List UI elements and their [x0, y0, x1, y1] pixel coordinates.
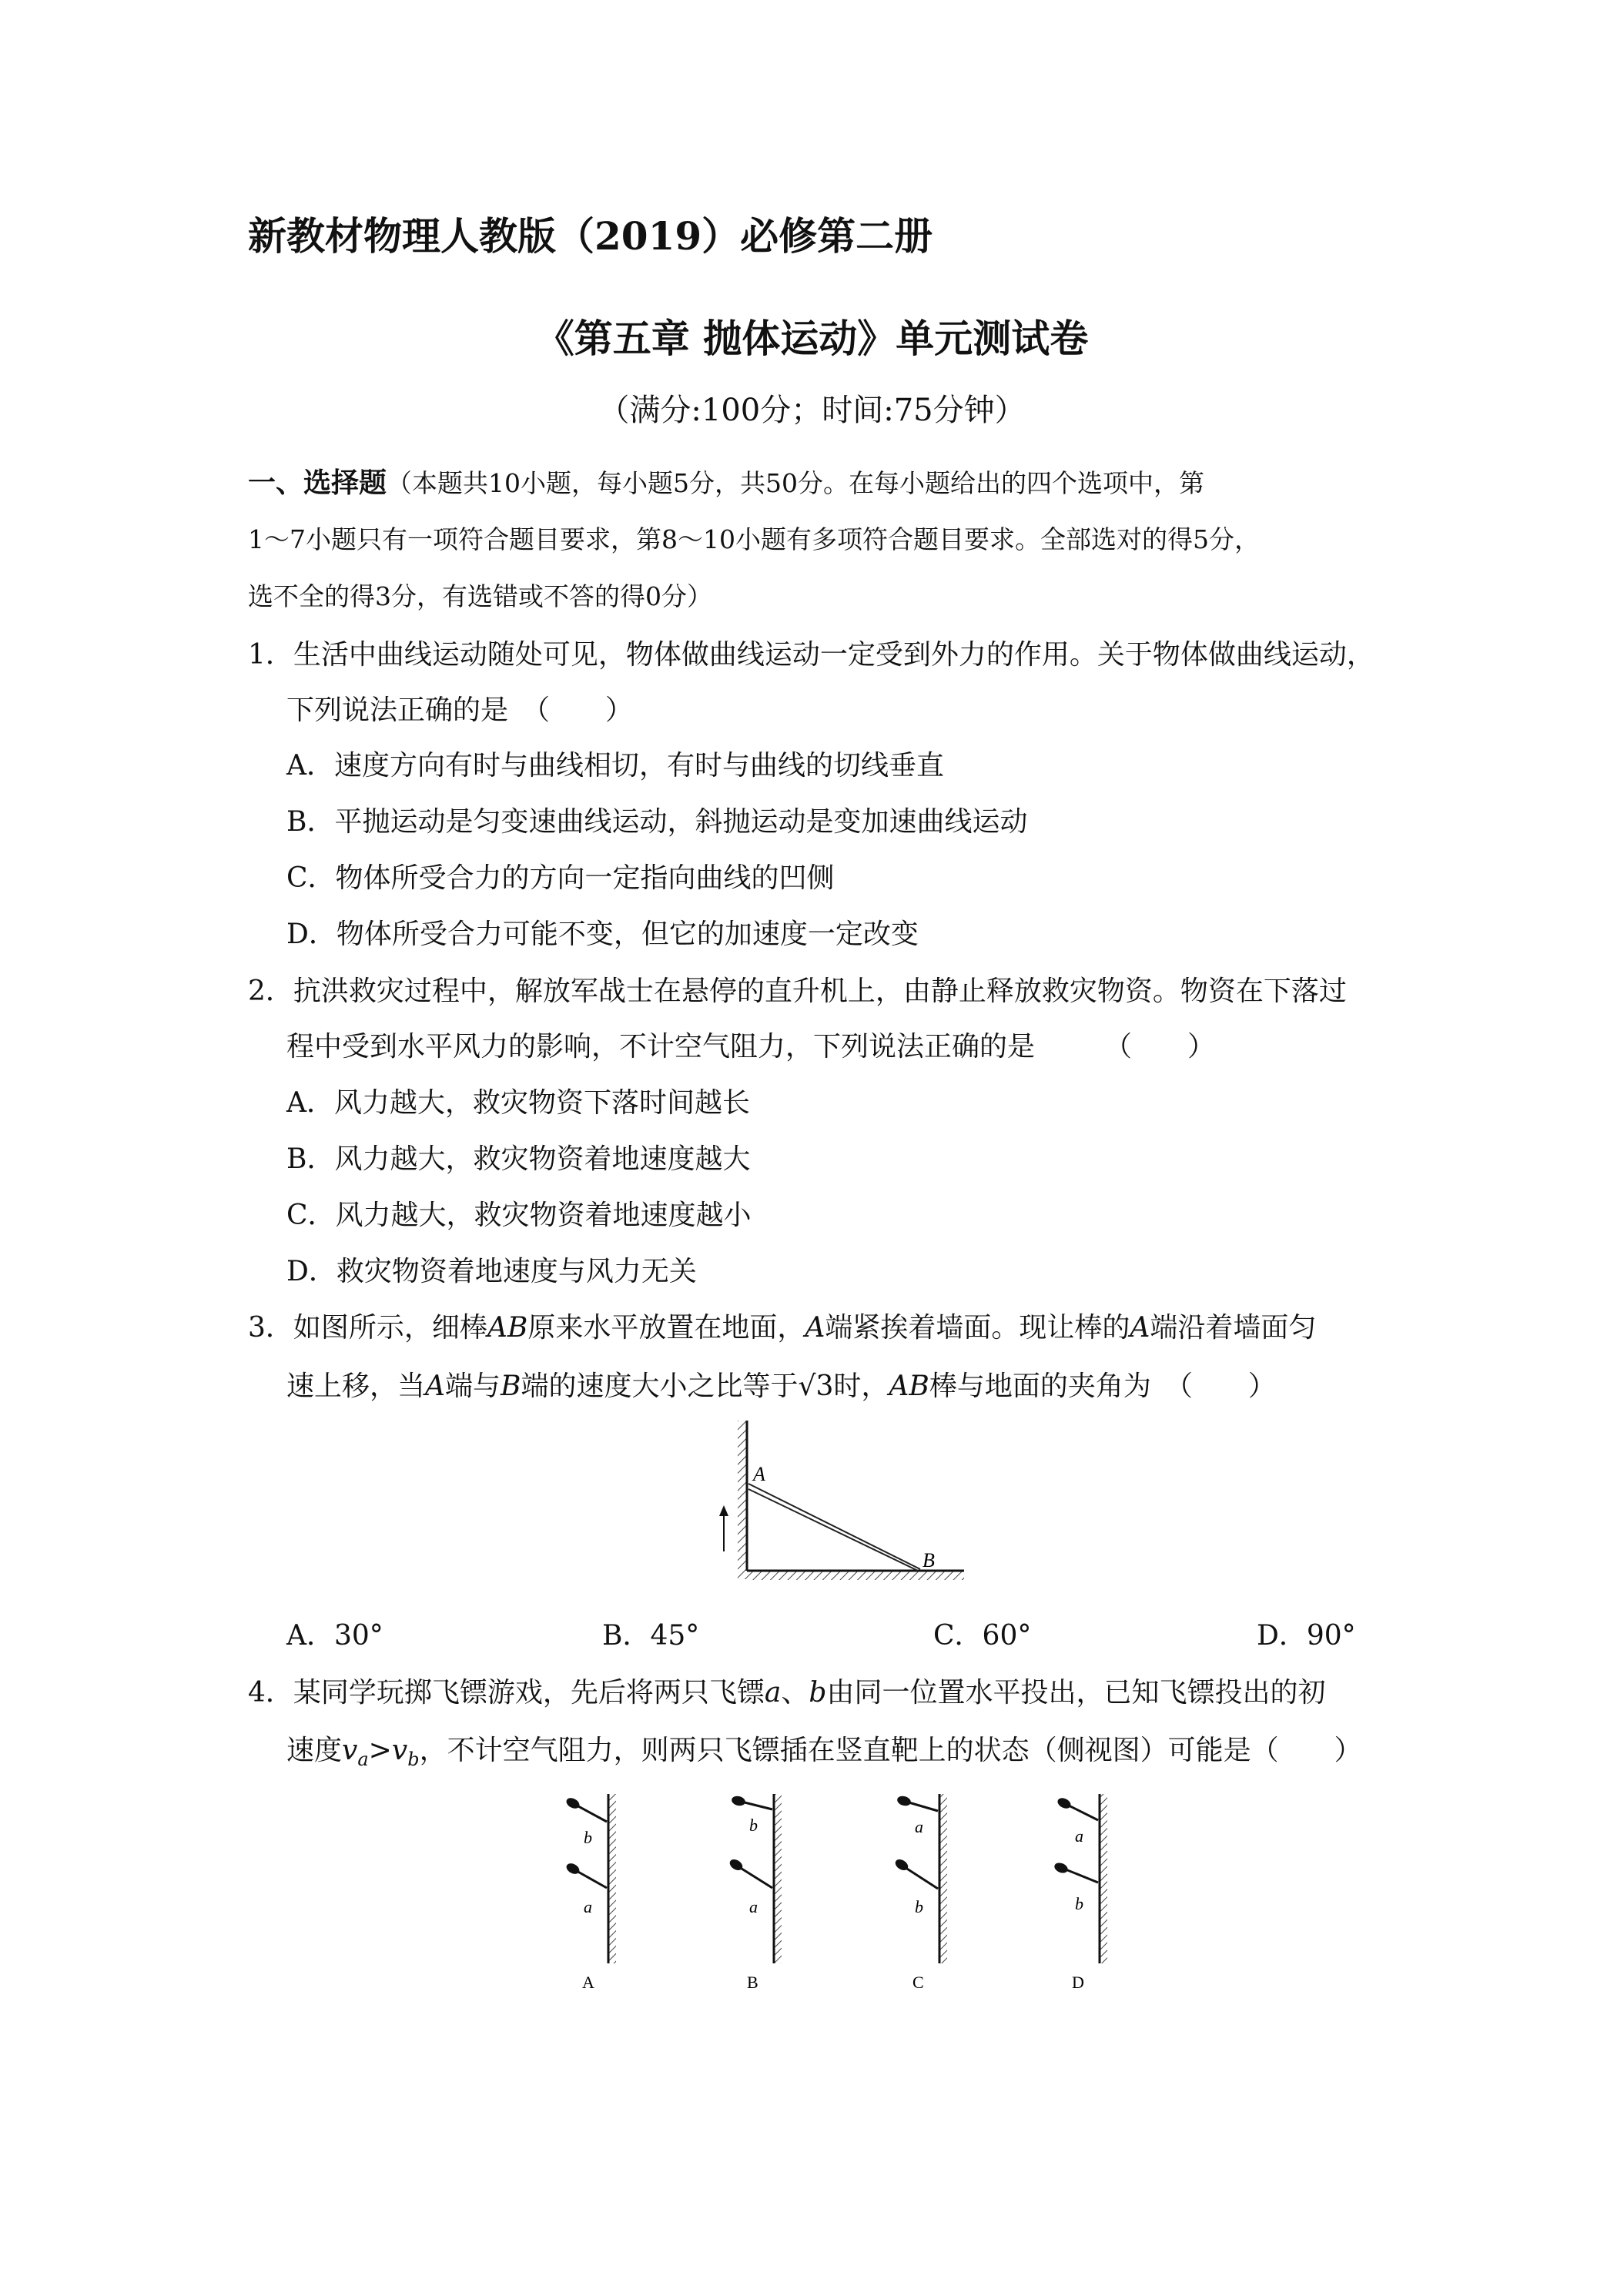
- dart-label-bottom: a: [584, 1897, 592, 1916]
- dart-label-top: a: [915, 1817, 923, 1836]
- dart-label-top: a: [1075, 1826, 1083, 1846]
- rod-edge-bottom: [748, 1489, 918, 1571]
- velocity-arrowhead-icon: [719, 1505, 728, 1516]
- q4-text: ，不计空气阻力，则两只飞镖插在竖直靶上的状态（侧视图）可能是（ ）: [419, 1735, 1362, 1766]
- dart-flight-icon: [731, 1795, 746, 1807]
- q1-stem-line-2: 下列说法正确的是 （ ）: [286, 694, 634, 726]
- q4-panel-b: [728, 1794, 782, 1992]
- q4-text: 由同一位置水平投出，已知飞镖投出的初: [826, 1677, 1326, 1709]
- q3-text: 原来水平放置在地面，: [527, 1312, 805, 1344]
- q4-sub-a: a: [357, 1749, 369, 1771]
- q4-panel-c: [893, 1794, 947, 1992]
- section-instruction-line-2: 1～7小题只有一项符合题目要求，第8～10小题有多项符合题目要求。全部选对的得5分，: [248, 524, 1260, 554]
- q3-text: 3．如图所示，细棒: [248, 1312, 487, 1344]
- q2-option-c: C．风力越大，救灾物资着地速度越小: [286, 1200, 752, 1231]
- label-A: A: [753, 1463, 765, 1485]
- q3-option-b: B．45°: [602, 1620, 700, 1652]
- q4-stem-line-1: [248, 1674, 1325, 1712]
- q2-option-a: A．风力越大，救灾物资下落时间越长: [286, 1087, 750, 1119]
- q3-var-A: A: [425, 1371, 446, 1402]
- exam-meta: （满分:100分；时间:75分钟）: [598, 393, 1026, 428]
- dart-flight-icon: [896, 1795, 912, 1807]
- q3-var-A: A: [1130, 1312, 1150, 1344]
- q3-var-B: B: [501, 1371, 521, 1402]
- q2-option-d: D．救灾物资着地速度与风力无关: [286, 1256, 697, 1287]
- dart-flight-icon: [564, 1796, 581, 1810]
- q3-text: 端沿着墙面匀: [1150, 1312, 1317, 1344]
- q3-stem-line-2: [286, 1367, 1276, 1406]
- section-instruction-line-1: [248, 464, 1204, 503]
- q3-option-d: D．90°: [1257, 1620, 1356, 1652]
- q3-text: 时，: [833, 1371, 889, 1402]
- panel-caption: D: [1072, 1973, 1084, 1992]
- q4-var-v: v: [391, 1735, 408, 1766]
- dart-label-bottom: b: [915, 1897, 923, 1916]
- q4-figure: [524, 1786, 1140, 1994]
- q2-stem-line-1: 2．抗洪救灾过程中，解放军战士在悬停的直升机上，由静止释放救灾物资。物资在下落过: [248, 976, 1347, 1007]
- dart-flight-icon: [1056, 1796, 1072, 1811]
- dart-flight-icon: [564, 1861, 581, 1876]
- q4-gt: >: [368, 1735, 392, 1766]
- q1-stem-line-1: 1．生活中曲线运动随处可见，物体做曲线运动一定受到外力的作用。关于物体做曲线运动，: [248, 639, 1375, 671]
- q3-var-AB: AB: [487, 1312, 528, 1344]
- dart-label-bottom: b: [1075, 1894, 1083, 1913]
- q4-panel-a: [564, 1794, 616, 1992]
- panel-caption: A: [582, 1973, 594, 1992]
- q2-stem-line-2: 程中受到水平风力的影响，不计空气阻力，下列说法正确的是 （ ）: [286, 1031, 1216, 1063]
- q4-stem-line-2: [286, 1732, 1362, 1779]
- q3-text: 端紧挨着墙面。现让棒的: [825, 1312, 1130, 1344]
- q3-figure: [693, 1413, 970, 1598]
- q3-text: 端的速度大小之比等于: [521, 1371, 799, 1402]
- q3-text: 端与: [445, 1371, 501, 1402]
- q3-stem-line-1: [248, 1309, 1316, 1347]
- q3-option-a: A．30°: [286, 1620, 383, 1652]
- dart-label-top: b: [584, 1828, 592, 1847]
- q1-option-a: A．速度方向有时与曲线相切，有时与曲线的切线垂直: [286, 750, 944, 782]
- label-B: B: [922, 1549, 935, 1571]
- section-instruction-line-3: 选不全的得3分，有选错或不答的得0分）: [248, 581, 712, 611]
- q4-var-v: v: [342, 1735, 358, 1766]
- document-title: 新教材物理人教版（2019）必修第二册: [248, 213, 933, 259]
- dart-label-bottom: a: [749, 1897, 758, 1916]
- q4-var-b: b: [809, 1677, 827, 1709]
- dart-label-top: b: [749, 1816, 758, 1835]
- q3-var-AB: AB: [889, 1371, 929, 1402]
- q1-option-c: C．物体所受合力的方向一定指向曲线的凹侧: [286, 862, 835, 894]
- q4-text: 、: [781, 1677, 809, 1709]
- q4-sub-b: b: [407, 1749, 420, 1771]
- q1-option-b: B．平抛运动是匀变速曲线运动，斜抛运动是变加速曲线运动: [286, 806, 1028, 838]
- q4-text: 4．某同学玩掷飞镖游戏，先后将两只飞镖: [248, 1677, 765, 1709]
- panel-caption: B: [747, 1973, 758, 1992]
- q3-option-c: C．60°: [933, 1620, 1032, 1652]
- q1-option-d: D．物体所受合力可能不变，但它的加速度一定改变: [286, 919, 919, 950]
- q4-var-a: a: [764, 1677, 782, 1709]
- ground-hatching: [747, 1571, 964, 1580]
- dart-flight-icon: [1053, 1861, 1069, 1875]
- section-instruction-text-1: （本题共10小题，每小题5分，共50分。在每小题给出的四个选项中，第: [387, 468, 1204, 498]
- q3-text: 棒与地面的夹角为 （ ）: [929, 1371, 1276, 1402]
- q3-var-A: A: [805, 1312, 825, 1344]
- section-heading: 一、选择题: [248, 467, 387, 499]
- q4-panel-d: [1053, 1794, 1107, 1992]
- q4-text: 速度: [286, 1735, 343, 1766]
- wall-hatching: [738, 1421, 747, 1579]
- q3-sqrt3: √3: [798, 1371, 834, 1402]
- rod-edge-top: [748, 1484, 920, 1569]
- q2-option-b: B．风力越大，救灾物资着地速度越大: [286, 1143, 751, 1175]
- q3-text: 速上移，当: [286, 1371, 426, 1402]
- chapter-title: 《第五章 抛体运动》单元测试卷: [535, 316, 1089, 361]
- panel-caption: C: [912, 1973, 924, 1992]
